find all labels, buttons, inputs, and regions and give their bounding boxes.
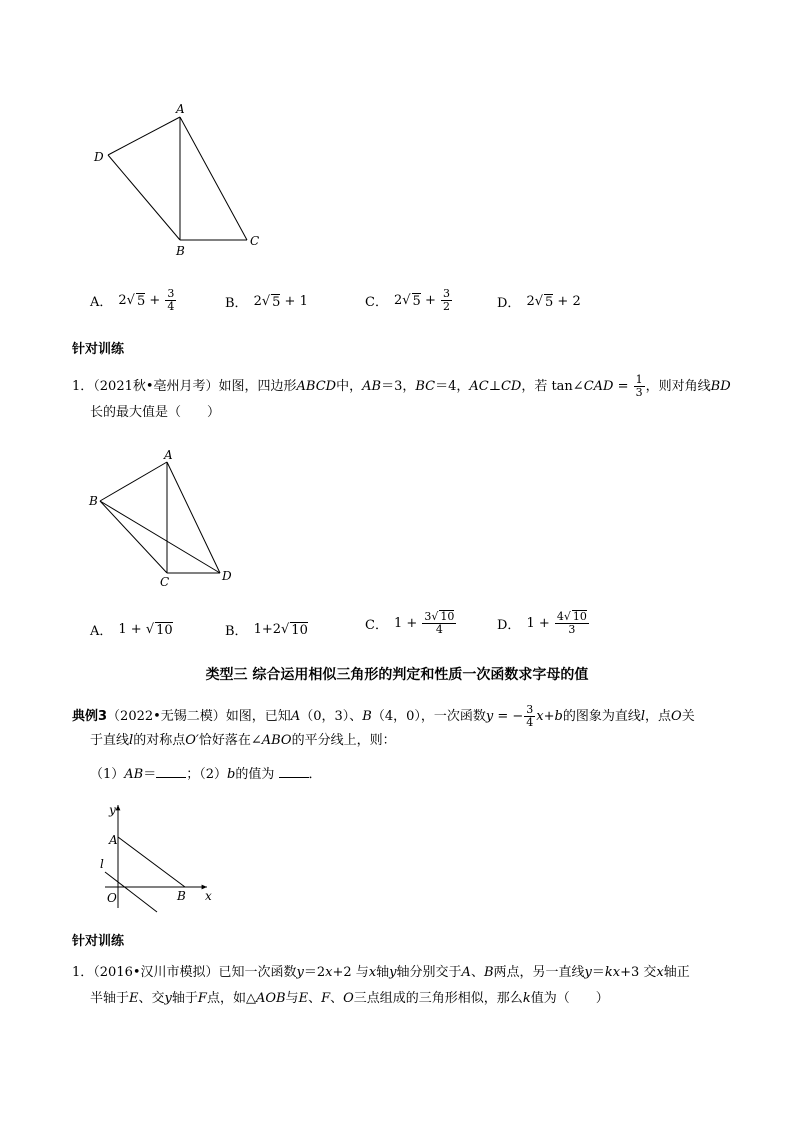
option-d-radicand: 5 xyxy=(545,294,554,310)
option-d-rest: + 2 xyxy=(553,294,581,309)
line-ab xyxy=(118,837,185,887)
option-c-coef: 2 xyxy=(393,293,403,308)
option-d-label: D． xyxy=(497,296,521,311)
point-label-c: C xyxy=(160,575,170,589)
q1-option-b-pre: 1+2 xyxy=(253,622,281,637)
line-label-l: l xyxy=(100,857,104,871)
q1-option-b-label: B． xyxy=(225,624,248,639)
question-1-line-2: 长的最大值是（ ） xyxy=(90,405,221,420)
q1-option-c[interactable] xyxy=(365,610,457,636)
option-c-label: C． xyxy=(365,295,388,310)
segment-ad xyxy=(167,462,220,573)
example-3-line-3: （1）AB＝ ；（2）b的值为 ． xyxy=(90,767,322,782)
figure-quadrilateral-2 xyxy=(80,445,260,595)
axis-label-y: y xyxy=(109,803,116,817)
option-a-label: A． xyxy=(90,295,113,310)
option-a-num: 3 xyxy=(167,287,175,300)
example-3-line-2: 于直线l的对称点O′恰好落在∠ABO的平分线上，则： xyxy=(90,733,396,748)
option-a-op: + xyxy=(145,293,165,308)
point-label-a: A xyxy=(164,448,173,462)
option-c-radicand: 5 xyxy=(412,293,421,309)
section-heading-practice-2: 针对训练 xyxy=(72,934,125,949)
option-b-coef: 2 xyxy=(253,294,262,309)
axis-label-x: x xyxy=(205,889,212,903)
q1-option-c-label: C． xyxy=(365,617,388,633)
q1-option-d[interactable] xyxy=(497,610,590,636)
example-3-text xyxy=(72,704,752,787)
type3-section-title: 类型三 综合运用相似三角形的判定和性质一次函数求字母的值 xyxy=(205,667,589,683)
q1-option-a-radicand: 10 xyxy=(156,622,173,638)
segment-bc xyxy=(100,501,167,573)
segment-da xyxy=(108,117,180,155)
point-label-o: O xyxy=(107,891,117,905)
example-3-line-1: 典例3（2022•无锡二模）如图，已知A（0，3）、B（4，0），一次函数y = − $\frac{3}{4}$ x+b的图象为直线l，点O关 xyxy=(72,703,695,729)
q1-option-a[interactable]: A． 1 + √ 10 xyxy=(90,622,173,639)
segment-ac xyxy=(180,117,247,240)
point-label-d: D xyxy=(222,569,232,583)
option-a-radicand: 5 xyxy=(136,293,146,309)
question-2-text xyxy=(72,960,752,1012)
q1-option-d-label: D． xyxy=(497,617,521,633)
option-a-fraction xyxy=(165,288,176,313)
point-label-b: B xyxy=(89,494,98,508)
option-c-fraction xyxy=(441,288,452,313)
figure-coordinate-plane xyxy=(85,800,225,915)
option-b[interactable]: B． 2 √ 5 + 1 xyxy=(225,294,308,311)
q1-option-c-pre: 1 + xyxy=(393,615,422,631)
option-c-den: 2 xyxy=(442,300,450,313)
question-2-line-2: 半轴于E、交y轴于F点，如△AOB与E、F、O三点组成的三角形相似，那么k值为（ ） xyxy=(90,991,609,1006)
point-label-b: B xyxy=(176,244,185,258)
example-3-label: 典例3 xyxy=(72,709,108,724)
option-d-coef: 2 xyxy=(526,294,535,309)
option-b-rest: + 1 xyxy=(280,294,308,309)
q1-option-c-fraction: $\frac{3√ 10}{4}$ xyxy=(424,610,455,636)
option-d[interactable]: D． 2 √ 5 + 2 xyxy=(497,294,581,311)
point-label-c: C xyxy=(250,234,260,248)
segment-db xyxy=(108,155,180,240)
answer-blank-1[interactable] xyxy=(156,765,186,778)
q1-option-a-label: A． xyxy=(90,624,113,639)
point-label-a: A xyxy=(176,102,185,116)
question-1-text xyxy=(72,372,732,424)
point-label-a: A xyxy=(109,833,118,847)
question-1-line-1: 1．（2021秋•亳州月考）如图，四边形ABCD中，AB＝3，BC＝4，AC⊥CD，若 tan∠CAD = $\frac{1}{3}$ ，则对角线BD xyxy=(72,373,731,399)
figure-quadrilateral-1 xyxy=(80,95,280,265)
q1-option-b[interactable]: B． 1+2 √ 10 xyxy=(225,622,308,639)
q1-tan-fraction: $\frac{1}{3}$ xyxy=(635,373,643,399)
q1-option-d-pre: 1 + xyxy=(526,615,554,631)
segment-bd xyxy=(100,501,220,573)
answer-blank-2[interactable] xyxy=(279,765,309,778)
option-c[interactable]: C． 2 √ 5 + $\frac{3}{2}$ xyxy=(365,287,450,313)
point-label-d: D xyxy=(94,150,104,164)
point-label-b: B xyxy=(177,889,186,903)
q1-option-b-radicand: 10 xyxy=(291,622,308,638)
section-heading-practice-1: 针对训练 xyxy=(72,342,125,357)
option-b-radicand: 5 xyxy=(272,294,281,310)
option-a[interactable]: A． 2 √ 5 + $\frac{3}{4}$ xyxy=(90,287,175,313)
option-a-den: 4 xyxy=(167,300,175,313)
q1-option-d-fraction: $\frac{4√ 10}{3}$ xyxy=(556,610,587,636)
q1-option-a-pre: 1 + xyxy=(118,622,146,637)
option-b-label: B． xyxy=(225,296,248,311)
question-2-line-1: 1．（2016•汉川市模拟）已知一次函数y＝2x+2 与x轴y轴分别交于A、B两点，另一直线y＝kx+3 交x轴正 xyxy=(72,965,690,980)
option-a-coef: 2 xyxy=(118,293,127,308)
example-3-slope-fraction: $\frac{3}{4}$ xyxy=(526,703,534,729)
segment-ba xyxy=(100,462,167,501)
option-c-num: 3 xyxy=(442,287,450,300)
option-c-op: + xyxy=(420,293,440,308)
